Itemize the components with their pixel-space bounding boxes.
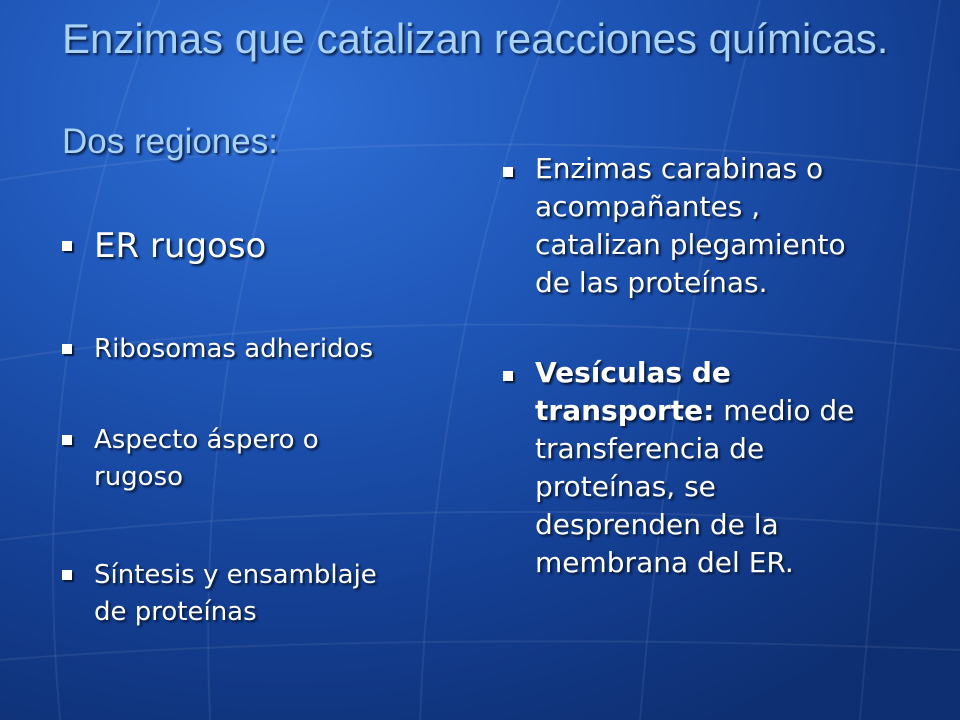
left-item-sintesis — [94, 557, 377, 631]
bullet-icon — [503, 371, 513, 381]
bullet-icon — [62, 570, 72, 580]
left-item-aspecto — [94, 422, 319, 496]
right-item-line: transferencia de — [535, 432, 765, 465]
right-item-line — [535, 392, 854, 430]
bullet-icon — [62, 241, 72, 251]
left-item-line: Aspecto áspero o — [94, 425, 319, 455]
left-item-line: rugoso — [94, 462, 184, 492]
slide-title: Enzimas que catalizan reacciones químicas. — [62, 15, 889, 62]
right-item-line: acompañantes , — [535, 190, 761, 223]
right-item-text: medio de — [714, 394, 855, 427]
right-item-line: catalizan plegamiento — [535, 228, 846, 261]
left-item-line: Ribosomas adheridos — [94, 334, 374, 364]
bullet-icon — [503, 167, 513, 177]
left-item-ribosomas — [94, 331, 373, 368]
bullet-icon — [62, 435, 72, 445]
left-item-line: ER rugoso — [94, 226, 267, 266]
right-item-bold-term: Vesículas de — [535, 356, 731, 389]
right-item-line: proteínas, se — [535, 470, 716, 503]
left-item-line: Síntesis y ensamblaje — [94, 560, 377, 590]
bullet-icon — [62, 344, 72, 354]
right-item-bold-term: transporte: — [535, 394, 715, 427]
right-item-vesiculas — [535, 354, 854, 582]
right-item-enzimas-carabinas — [535, 150, 846, 302]
right-item-line: de las proteínas. — [535, 266, 768, 299]
left-item-er-rugoso — [94, 226, 266, 266]
right-item-line — [535, 354, 854, 392]
right-item-line: desprenden de la — [535, 508, 779, 541]
right-item-line: Enzimas carabinas o — [535, 152, 824, 185]
subheading-regions: Dos regiones: — [62, 122, 278, 161]
left-item-line: de proteínas — [94, 597, 257, 627]
right-item-line: membrana del ER. — [535, 546, 794, 579]
